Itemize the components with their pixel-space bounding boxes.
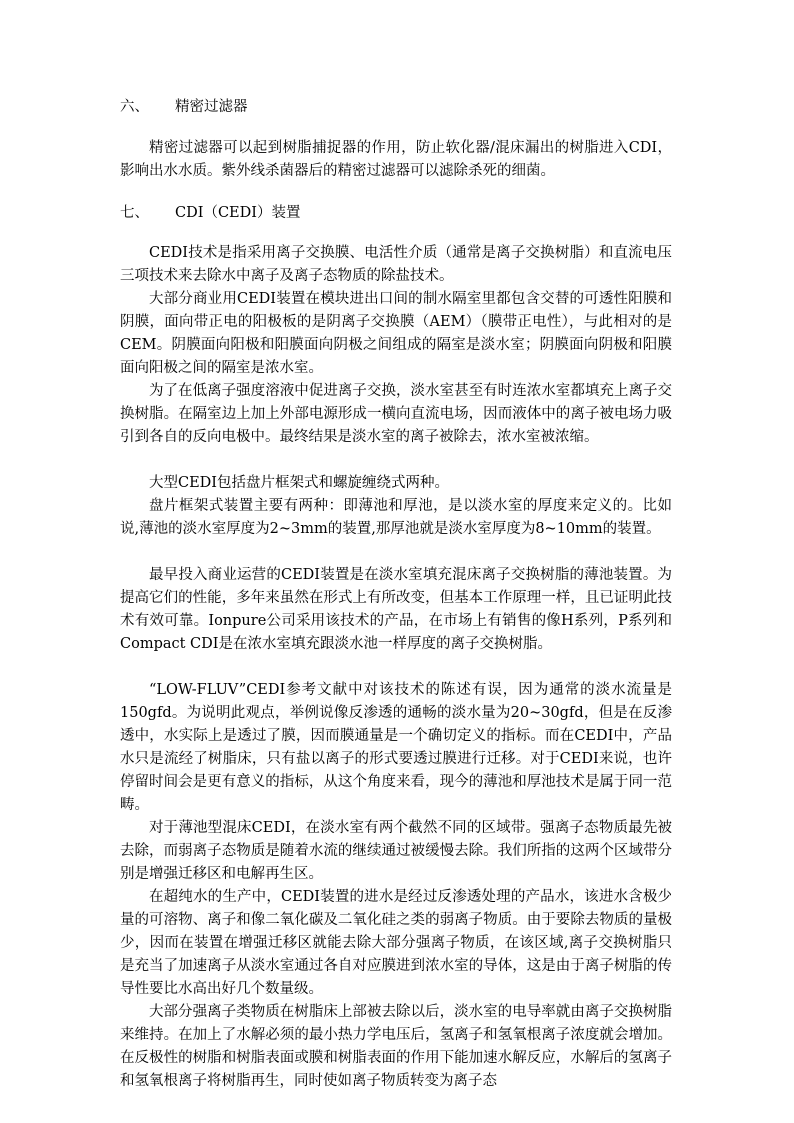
paragraph-low-flux: “LOW-FLUV”CEDI参考文献中对该技术的陈述有误，因为通常的淡水流量是150gfd。为说明此观点，举例说像反渗透的通畅的淡水量为20~30gfd，但是在反渗透中，水实际上是透过了膜，因而膜通量是一个确切定义的指标。而在CEDI中，产品水只是流经了树脂床，只有盐以离子的形式要透过膜进行迁移。对于CEDI来说，也许停留时间会是更有意义的指标，从这个角度来看，现今的薄池和厚池技术是属于同一范畴。 xyxy=(120,682,672,813)
section-6-title: 精密过滤器 xyxy=(175,99,248,115)
paragraph-conductivity: 大部分强离子类物质在树脂床上部被去除以后，淡水室的电导率就由离子交换树脂来维持。在加上了水解必须的最小热力学电压后，氢离子和氢氧根离子浓度就会增加。在反极性的树脂和树脂表面或膜和树脂表面的作用下能加速水解反应，水解后的氢离子和氢氧根离子将树脂再生，同时使如离子物质转变为离子态 xyxy=(120,1004,672,1089)
paragraph-ion-exchange: 为了在低离子强度溶液中促进离子交换，淡水室甚至有时连浓水室都填充上离子交换树脂。在隔室边上加上外部电源形成一横向直流电场，因而液体中的离子被电场力吸引到各自的反向电极中。最终结果是淡水室的离子被除去，浓水室被浓缩。 xyxy=(120,383,672,445)
section-6-heading xyxy=(120,97,248,117)
paragraph-zones: 对于薄池型混床CEDI，在淡水室有两个截然不同的区域带。强离子态物质最先被去除，而弱离子态物质是随着水流的继续通过被缓慢去除。我们所指的这两个区域带分别是增强迁移区和电解再生区。 xyxy=(120,820,672,882)
paragraph-ultrapure: 在超纯水的生产中，CEDI装置的进水是经过反渗透处理的产品水，该进水含极少量的可溶物、离子和像二氧化碳及二氧化硅之类的弱离子物质。由于要除去物质的量极少，因而在装置在增强迁移区就能去除大部分强离子物质，在该区域,离子交换树脂只是充当了加速离子从淡水室通过各自对应膜进到浓水室的导体，这是由于离子树脂的传导性要比水高出好几个数量级。 xyxy=(120,889,672,997)
section-6-number: 六、 xyxy=(120,99,149,115)
section-6-paragraph: 精密过滤器可以起到树脂捕捉器的作用，防止软化器/混床漏出的树脂进入CDI，影响出水水质。紫外线杀菌器后的精密过滤器可以滤除杀死的细菌。 xyxy=(120,140,672,179)
section-7-title: CDI（CEDI）装置 xyxy=(175,205,301,221)
paragraph-cedi-definition: CEDI技术是指采用离子交换膜、电活性介质（通常是离子交换树脂）和直流电压三项技术来去除水中离子及离子态物质的除盐技术。 xyxy=(120,245,672,284)
section-7-number: 七、 xyxy=(120,205,149,221)
paragraph-large-cedi: 大型CEDI包括盘片框架式和螺旋缠绕式两种。 xyxy=(149,475,450,491)
section-7-heading xyxy=(120,203,300,223)
paragraph-membranes: 大部分商业用CEDI装置在模块进出口间的制水隔室里都包含交替的可透性阳膜和阴膜，面向带正电的阳极板的是阴离子交换膜（AEM）（膜带正电性），与此相对的是CEM。阴膜面向阳极和阳膜面向阴极之间组成的隔室是淡水室；阴膜面向阴极和阳膜面向阳极之间的隔室是浓水室。 xyxy=(120,291,672,376)
paragraph-plate-frame: 盘片框架式装置主要有两种：即薄池和厚池，是以淡水室的厚度来定义的。比如说,薄池的淡水室厚度为2~3mm的装置,那厚池就是淡水室厚度为8~10mm的装置。 xyxy=(120,498,672,537)
paragraph-thin-cell: 最早投入商业运营的CEDI装置是在淡水室填充混床离子交换树脂的薄池装置。为提高它们的性能，多年来虽然在形式上有所改变，但基本工作原理一样，且已证明此技术有效可靠。Ionpure公司采用该技术的产品，在市场上有销售的像H系列，P系列和Compact CDI是在浓水室填充跟淡水池一样厚度的离子交换树脂。 xyxy=(120,567,672,652)
